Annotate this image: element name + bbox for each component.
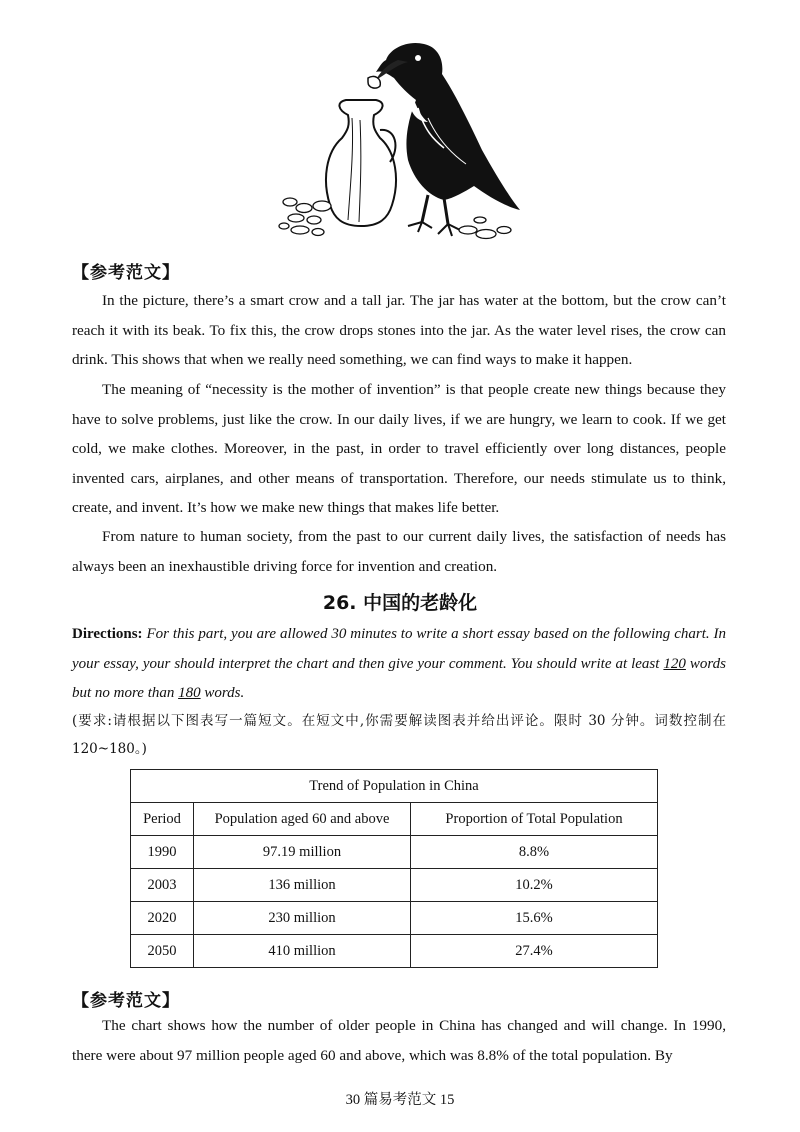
table-cell: 8.8% — [411, 836, 658, 869]
topic-title: 26. 中国的老龄化 — [322, 592, 478, 614]
table-row — [131, 902, 658, 935]
min-words: 120 — [663, 655, 686, 672]
essay-paragraph-3: From nature to human society, from the past to our current daily lives, the satisfaction of needs has always been an inexhaustible driving force for invention and creation. — [72, 528, 726, 575]
table-row — [131, 935, 658, 968]
reference-essay-heading-2: 【参考范文】 — [72, 991, 180, 1011]
chinese-requirement: (要求:请根据以下图表写一篇短文。在短文中,你需要解读图表并给出评论。限时 30 分钟。词数控制在 120~180。) — [72, 713, 726, 757]
table-row — [131, 869, 658, 902]
population-trend-table — [130, 769, 658, 968]
page-footer: 30 篇易考范文 15 — [345, 1092, 455, 1108]
essay-paragraph-4: The chart shows how the number of older people in China has changed and will change. In 1990, there were about 97 million people aged 60 and above, which was 8.8% of the total population. By — [72, 1017, 726, 1064]
column-header: Population aged 60 and above — [194, 803, 411, 836]
column-header: Period — [131, 803, 194, 836]
table-header-row — [131, 803, 658, 836]
max-words: 180 — [178, 685, 201, 701]
table-cell: 10.2% — [411, 869, 658, 902]
table-cell: 2020 — [131, 902, 194, 935]
column-header: Proportion of Total Population — [411, 803, 658, 836]
table-row — [131, 836, 658, 869]
reference-essay-heading: 【参考范文】 — [72, 263, 180, 283]
table-cell: 1990 — [131, 836, 194, 869]
essay-paragraph-2: The meaning of “necessity is the mother of invention” is that people create new things because they have to solve problems, just like the crow. In our daily lives, if we are hungry, we learn to cook. If we get cold, we make clothes. Moreover, in the past, in order to travel efficiently over long distances, people invented cars, airplanes, and other means of transportation. Therefore, our needs stimulate us to think, create, and invent. It’s how we make new things that makes life better. — [72, 381, 726, 516]
table-cell: 15.6% — [411, 902, 658, 935]
table-cell: 410 million — [194, 935, 411, 968]
table-cell: 2003 — [131, 869, 194, 902]
crow-and-jar-illustration — [268, 30, 538, 245]
table-caption-row — [131, 770, 658, 803]
table-title: Trend of Population in China — [131, 770, 658, 803]
stones-icon — [279, 198, 511, 239]
jar-icon — [326, 100, 396, 226]
table-cell: 136 million — [194, 869, 411, 902]
table-cell: 230 million — [194, 902, 411, 935]
directions: Directions: For this part, you are allowed 30 minutes to write a short essay based on the following chart. In your essay, your should interpret the chart and then give your comment. You should write at least 120 words but no more than 180 words. — [72, 626, 727, 701]
table-cell: 2050 — [131, 935, 194, 968]
directions-lead: Directions: — [72, 626, 143, 642]
table-cell: 27.4% — [411, 935, 658, 968]
table-cell: 97.19 million — [194, 836, 411, 869]
essay-paragraph-1: In the picture, there’s a smart crow and a tall jar. The jar has water at the bottom, but the crow can’t reach it with its beak. To fix this, the crow drops stones into the jar. As the water level rises, the crow can drink. This shows that when we really need something, we can find ways to make it happen. — [72, 292, 726, 368]
